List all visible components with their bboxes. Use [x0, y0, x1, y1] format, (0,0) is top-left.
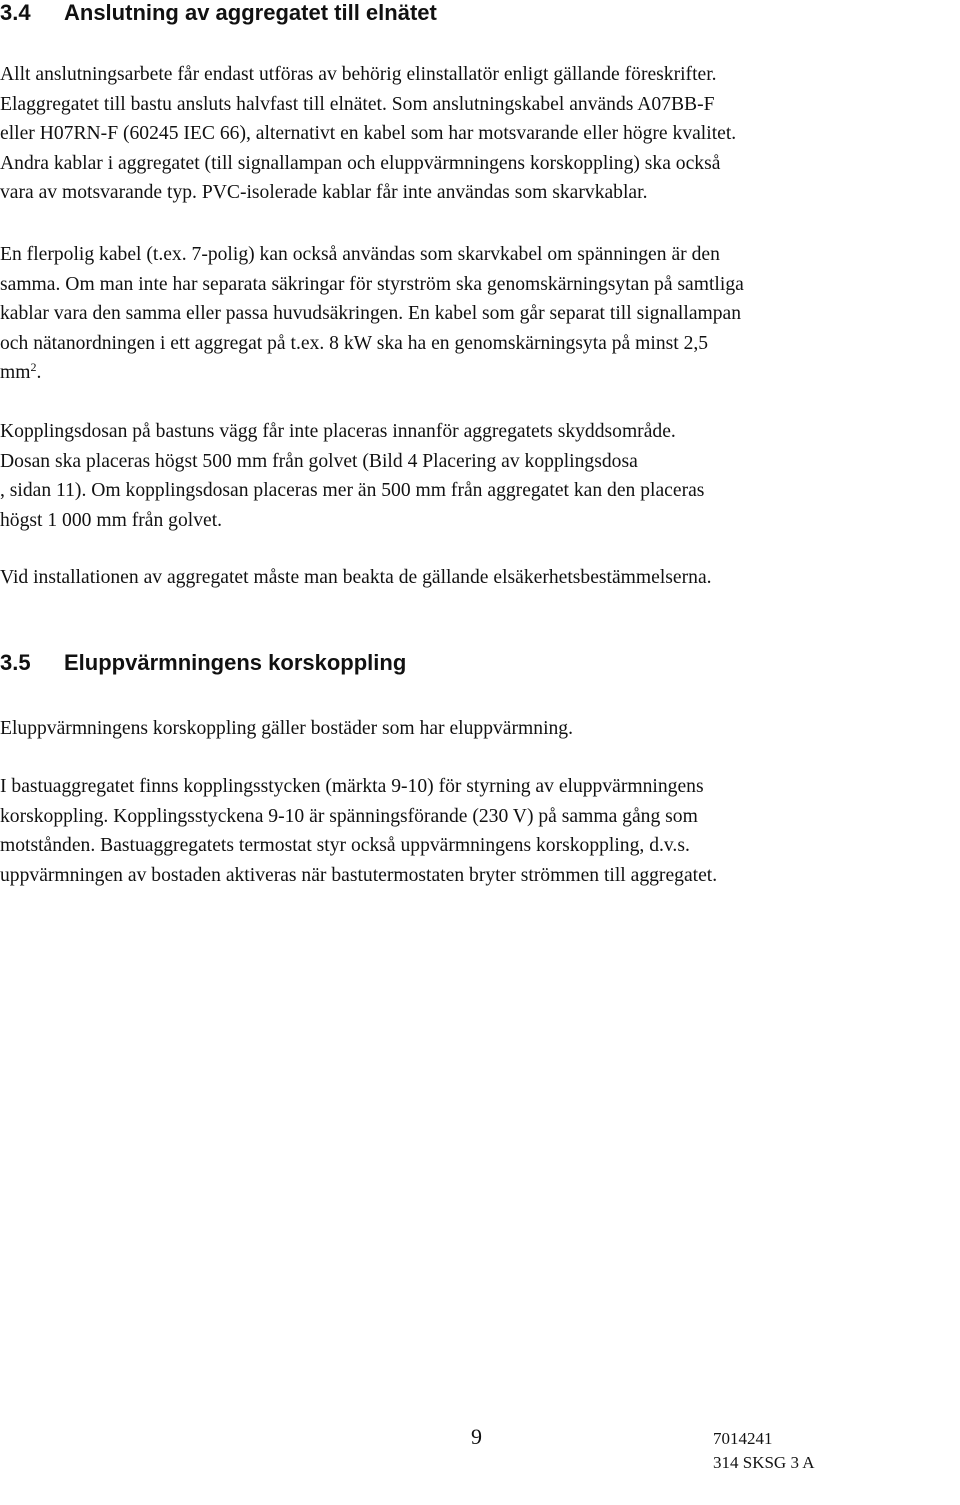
document-code-line: 314 SKSG 3 A — [713, 1453, 815, 1472]
paragraph-line: kablar vara den samma eller passa huvudsäkringen. En kabel som går separat till signallampan — [0, 303, 742, 324]
section-number: 3.4 — [0, 0, 31, 25]
section-title: Eluppvärmningens korskoppling — [64, 650, 407, 675]
paragraph-safety-regulations — [0, 563, 958, 593]
paragraph-junction-box — [0, 417, 958, 535]
paragraph-terminal-blocks — [0, 772, 958, 890]
paragraph-line: Eluppvärmningens korskoppling gäller bostäder som har eluppvärmning. — [0, 718, 574, 739]
section-heading-3-4 — [0, 0, 437, 26]
paragraph-line: , sidan 11). Om kopplingsdosan placeras mer än 500 mm från aggregatet kan den placeras — [0, 480, 705, 501]
paragraph-line: eller H07RN-F (60245 IEC 66), alternativt en kabel som har motsvarande eller högre kvalitet. — [0, 123, 737, 144]
paragraph-line: vara av motsvarande typ. PVC-isolerade kablar får inte användas som skarvkablar. — [0, 182, 648, 203]
paragraph-electric-heating-scope — [0, 714, 958, 744]
unit-text: mm — [0, 362, 31, 383]
paragraph-line — [0, 358, 958, 388]
document-code-line: 7014241 — [713, 1429, 773, 1448]
paragraph-line: uppvärmningen av bostaden aktiveras när bastutermostaten bryter strömmen till aggregatet. — [0, 864, 718, 886]
paragraph-line: Kopplingsdosan på bastuns vägg får inte placeras innanför aggregatets skyddsområde. — [0, 421, 676, 442]
paragraph-line: En flerpolig kabel (t.ex. 7-polig) kan också användas som skarvkabel om spänningen är den — [0, 244, 720, 265]
section-number: 3.5 — [0, 650, 31, 675]
document-code — [713, 1427, 815, 1475]
paragraph-line: I bastuaggregatet finns kopplingsstycken (märkta 9-10) för styrning av eluppvärmningens — [0, 776, 704, 797]
paragraph-line: och nätanordningen i ett aggregat på t.ex. 8 kW ska ha en genomskärningsyta på minst 2,5 — [0, 332, 709, 354]
paragraph-line: Andra kablar i aggregatet (till signallampan och eluppvärmningens korskoppling) ska också — [0, 152, 721, 174]
paragraph-line: samma. Om man inte har separata säkringar för styrström ska genomskärningsytan på samtliga — [0, 273, 744, 295]
section-title: Anslutning av aggregatet till elnätet — [64, 0, 437, 25]
paragraph-line: motstånden. Bastuaggregatets termostat styr också uppvärmningens korskoppling, d.v.s. — [0, 835, 690, 856]
paragraph-connection-requirements — [0, 60, 958, 208]
paragraph-extension-cable — [0, 240, 958, 388]
sentence-end: . — [36, 362, 42, 383]
page-number: 9 — [471, 1424, 482, 1449]
paragraph-line: korskoppling. Kopplingsstyckena 9-10 är spänningsförande (230 V) på samma gång som — [0, 805, 698, 827]
paragraph-line: Elaggregatet till bastu ansluts halvfast till elnätet. Som anslutningskabel används A07BB-F — [0, 93, 715, 115]
unit-superscript: 2 — [30, 360, 37, 374]
paragraph-line: Dosan ska placeras högst 500 mm från golvet (Bild 4 Placering av kopplingsdosa — [0, 450, 638, 472]
paragraph-line: Allt anslutningsarbete får endast utföras av behörig elinstallatör enligt gällande föreskrifter. — [0, 64, 717, 85]
paragraph-line: högst 1 000 mm från golvet. — [0, 509, 223, 531]
section-heading-3-5 — [0, 650, 406, 676]
paragraph-line: Vid installationen av aggregatet måste man beakta de gällande elsäkerhetsbestämmelserna. — [0, 567, 712, 588]
